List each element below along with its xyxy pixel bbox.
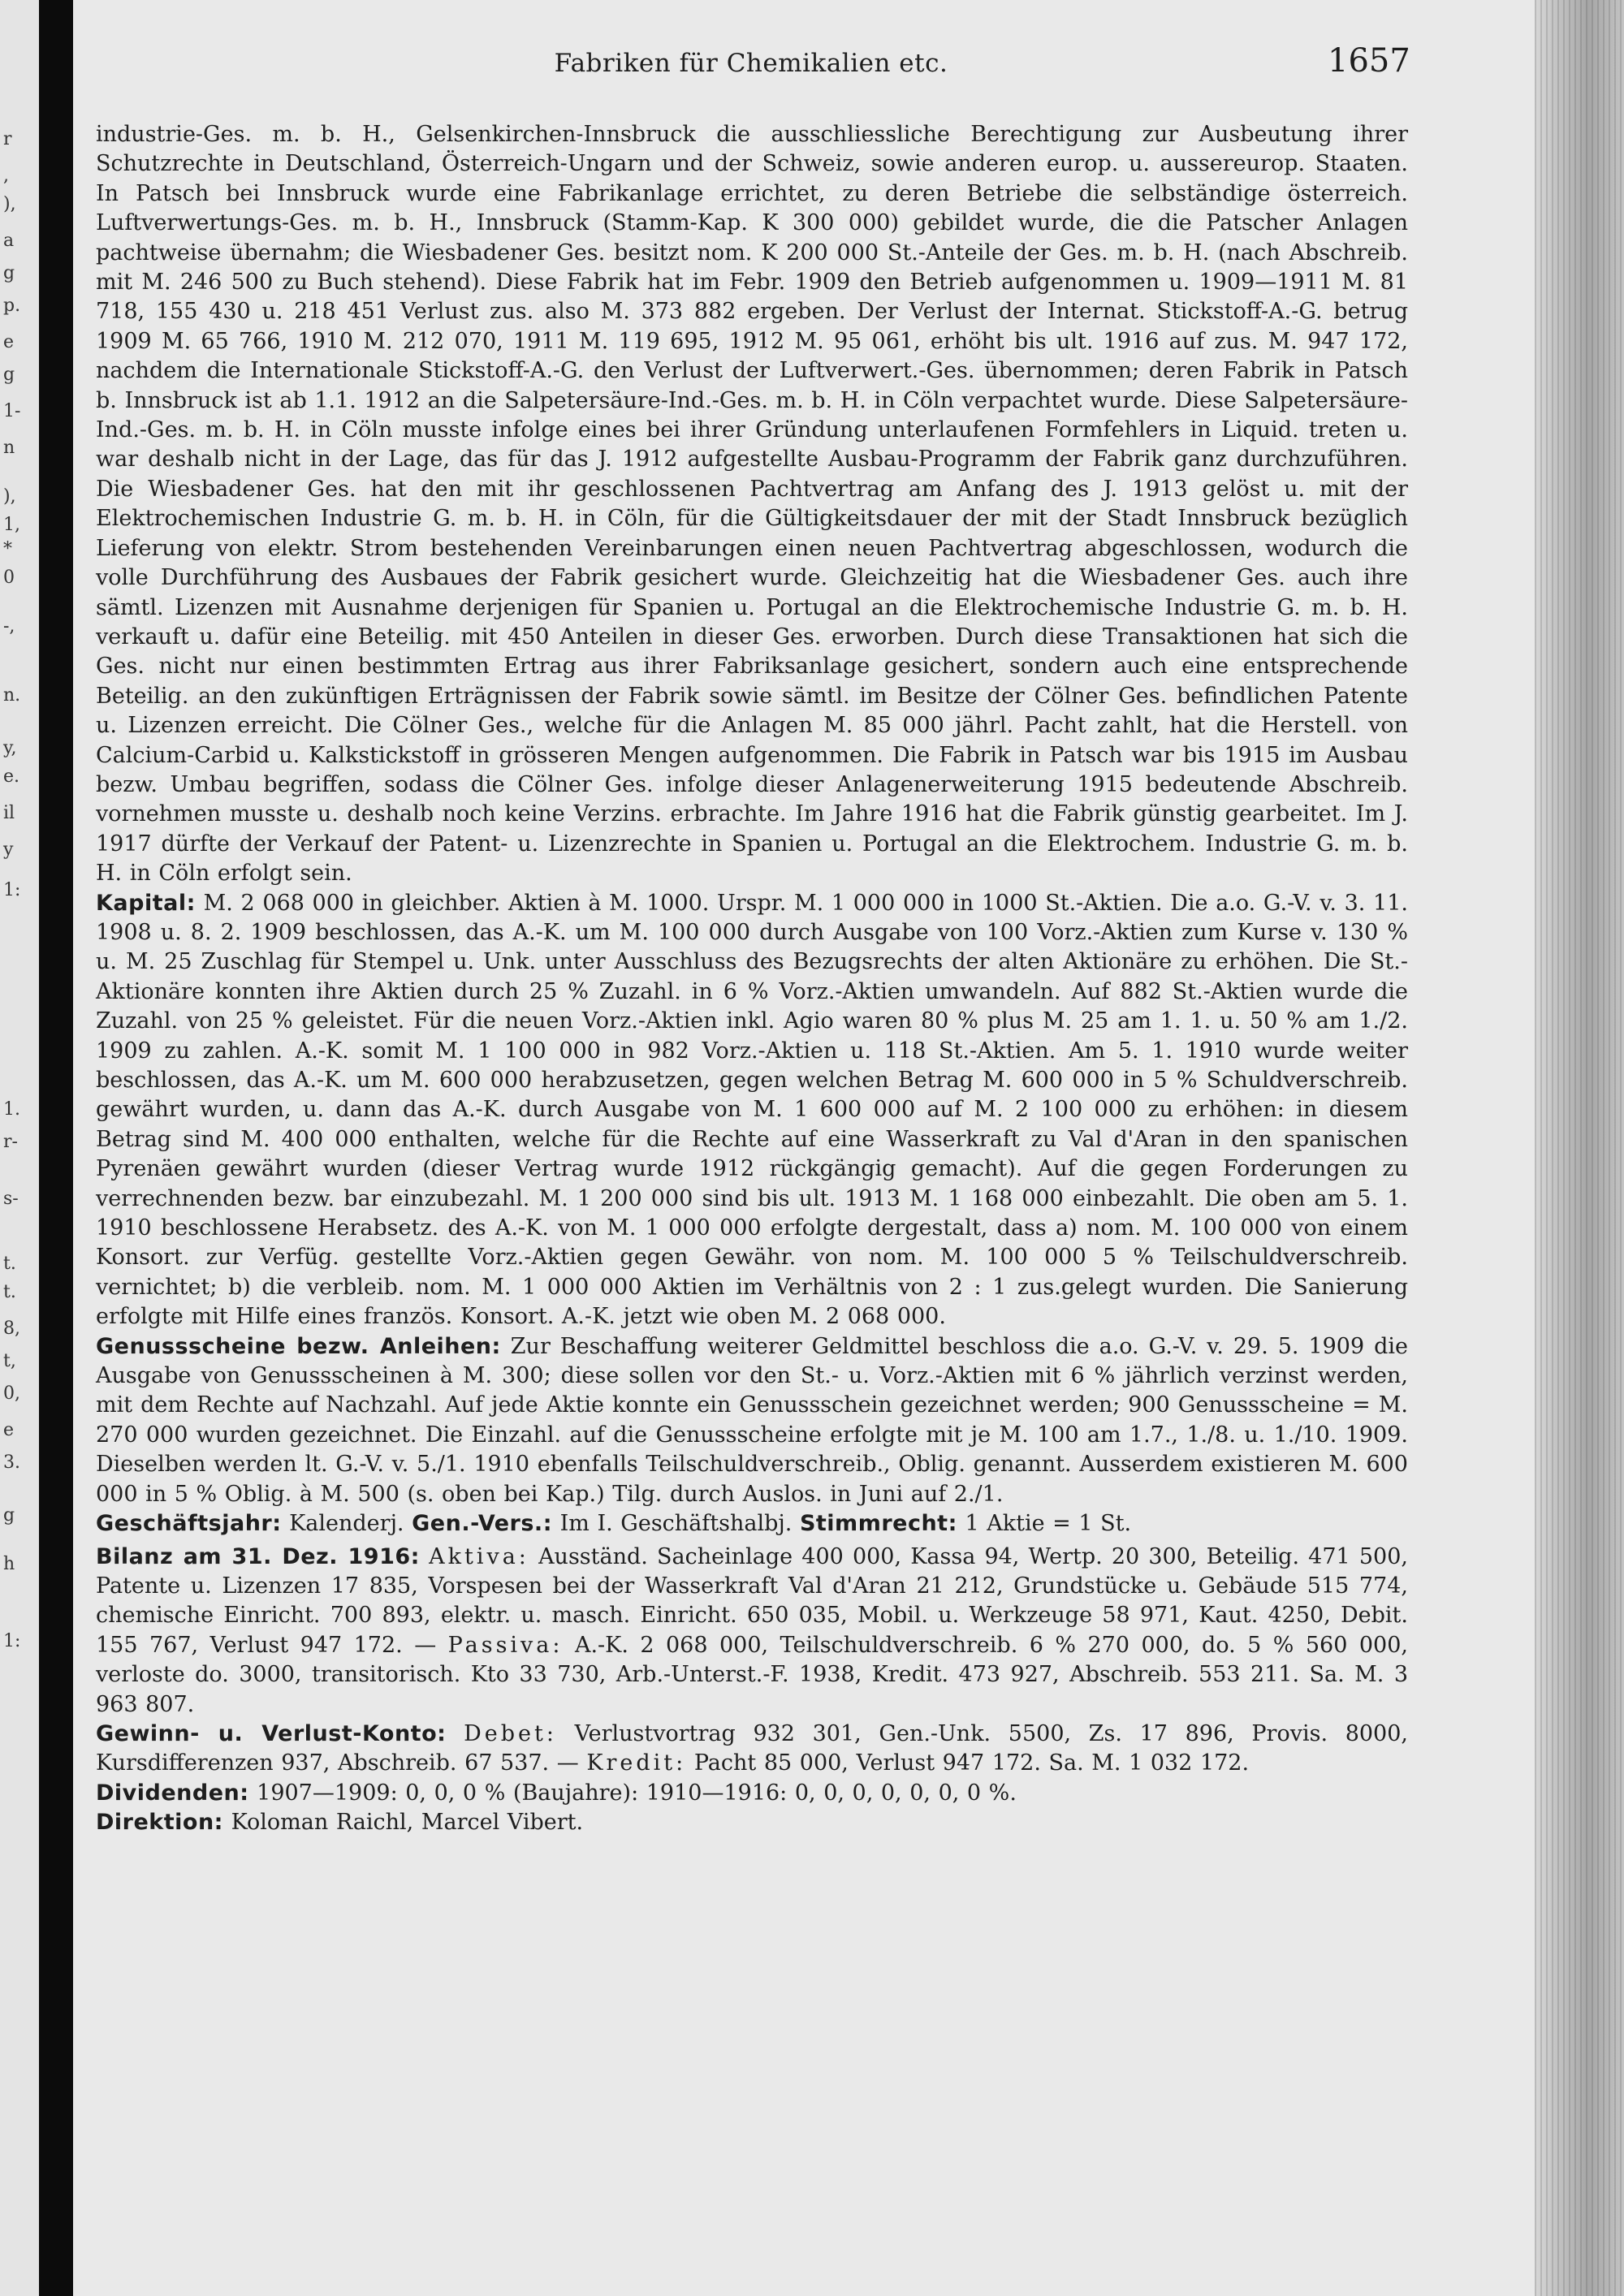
- margin-fragment: 8,: [3, 1318, 20, 1339]
- dividenden-label: Dividenden:: [96, 1780, 249, 1806]
- stimmrecht-label: Stimmrecht:: [799, 1511, 957, 1537]
- margin-fragment: ),: [3, 486, 16, 507]
- book-spine: [39, 0, 73, 2296]
- passiva-label: Passiva:: [447, 1632, 564, 1658]
- kredit-text: Pacht 85 000, Verlust 947 172. Sa. M. 1 032 172.: [693, 1750, 1250, 1776]
- genussscheine-paragraph: [96, 1332, 1408, 1509]
- margin-fragment: il: [3, 803, 15, 823]
- right-page-edges: [1535, 0, 1624, 2296]
- genussscheine-text: Zur Beschaffung weiterer Geldmittel beschloss die a.o. G.-V. v. 29. 5. 1909 die Ausgabe von Genussscheinen à M. 300; diese sollen vor den St.- u. Vorz.-Aktien mit 6 % jährlich verzinst werden, mit dem Rechte auf Nachzahl. Auf jede Aktie konnte ein Genussschein gezeichnet werden; 900 Genussscheine = M. 270 000 wurden gezeichnet. Die Einzahl. auf die Genussscheine erfolgte mit je M. 100 am 1.7., 1./8. u. 1./10. 1909. Dieselben werden lt. G.-V. v. 5./1. 1910 ebenfalls Teilschuldverschreib., Oblig. genannt. Ausserdem existieren M. 600 000 in 5 % Oblig. à M. 500 (s. oben bei Kap.) Tilg. durch Auslos. in Juni auf 2./1.: [96, 1333, 1409, 1507]
- margin-fragment: 0,: [3, 1383, 20, 1404]
- kapital-paragraph: [96, 889, 1408, 1332]
- aktiva-label: Aktiva:: [429, 1543, 529, 1569]
- margin-fragment: e.: [3, 766, 20, 787]
- meta-line: [96, 1509, 1408, 1539]
- margin-fragment: s-: [3, 1189, 19, 1209]
- margin-fragment: 3.: [3, 1452, 20, 1473]
- margin-fragment: n.: [3, 685, 21, 706]
- geschaeftsjahr-text: Kalenderj.: [289, 1511, 404, 1537]
- bilanz-label: Bilanz am 31. Dez. 1916:: [96, 1543, 420, 1569]
- margin-fragment: y: [3, 839, 14, 860]
- genvers-text: Im I. Geschäftshalbj.: [559, 1511, 793, 1537]
- margin-fragment: r-: [3, 1132, 18, 1152]
- margin-fragment: r: [3, 129, 12, 149]
- margin-fragment: g: [3, 1505, 15, 1526]
- margin-fragment: y,: [3, 738, 17, 758]
- margin-fragment: 1.: [3, 1099, 20, 1120]
- direktion-line: [96, 1808, 1408, 1837]
- margin-fragment: -,: [3, 616, 15, 637]
- margin-fragment: 0: [3, 568, 15, 588]
- dividenden-text: 1907—1909: 0, 0, 0 % (Baujahre): 1910—1916: 0, 0, 0, 0, 0, 0, 0 %.: [257, 1780, 1017, 1806]
- margin-fragment: e: [3, 1420, 15, 1440]
- margin-fragment: 1,: [3, 515, 20, 535]
- direktion-label: Direktion:: [96, 1810, 223, 1836]
- margin-fragment: h: [3, 1554, 15, 1574]
- dividenden-line: [96, 1779, 1408, 1808]
- debet-label: Debet:: [464, 1720, 557, 1746]
- running-title: Fabriken für Chemikalien etc.: [554, 49, 948, 78]
- guv-paragraph: [96, 1720, 1408, 1779]
- margin-fragment: n: [3, 438, 15, 458]
- margin-fragment: a: [3, 231, 15, 251]
- aktiva-text: Ausständ. Sacheinlage 400 000, Kassa 94, Wertp. 20 300, Beteilig. 471 500, Patente u. Lizenzen 17 835, Vorspesen bei der Wasserkraft Val d'Aran 21 212, Grundstücke u. Gebäude 515 774, chemische Einricht. 700 893, elektr. u. masch. Einricht. 650 035, Mobil. u. Werkzeuge 58 971, Kaut. 4250, Debit. 155 767, Verlust 947 172. —: [96, 1543, 1408, 1658]
- direktion-text: Koloman Raichl, Marcel Vibert.: [231, 1810, 584, 1836]
- kapital-label: Kapital:: [96, 890, 196, 916]
- intro-paragraph: industrie-Ges. m. b. H., Gelsenkirchen-Innsbruck die ausschliessliche Berechtigung zur Ausbeutung ihrer Schutzrechte in Deutschland, Österreich-Ungarn und der Schweiz, sowie anderen europ. u. aussereurop. Staaten. In Patsch bei Innsbruck wurde eine Fabrikanlage errichtet, zu deren Betriebe die selbständige österreich. Luftverwertungs-Ges. m. b. H., Innsbruck (Stamm-Kap. K 300 000) gebildet wurde, die die Patscher Anlagen pachtweise übernahm; die Wiesbadener Ges. besitzt nom. K 200 000 St.-Anteile der Ges. m. b. H. (nach Abschreib. mit M. 246 500 zu Buch stehend). Diese Fabrik hat im Febr. 1909 den Betrieb aufgenommen u. 1909—1911 M. 81 718, 155 430 u. 218 451 Verlust zus. also M. 373 882 ergeben. Der Verlust der Internat. Stickstoff-A.-G. betrug 1909 M. 65 766, 1910 M. 212 070, 1911 M. 119 695, 1912 M. 95 061, erhöht bis ult. 1916 auf zus. M. 947 172, nachdem die Internationale Stickstoff-A.-G. den Verlust der Luftverwert.-Ges. übernommen; deren Fabrik in Patsch b. Innsbruck ist ab 1.1. 1912 an die Salpetersäure-Ind.-Ges. m. b. H. in Cöln verpachtet wurde. Diese Salpetersäure-Ind.-Ges. m. b. H. in Cöln musste infolge eines bei ihrer Gründung unterlaufenen Formfehlers in Liquid. treten u. war deshalb nicht in der Lage, das für das J. 1912 aufgestellte Ausbau-Programm der Fabrik ganz durchzuführen. Die Wiesbadener Ges. hat den mit ihr geschlossenen Pachtvertrag am Anfang des J. 1913 gelöst u. mit der Elektrochemischen Industrie G. m. b. H. in Cöln, für die Gültigkeitsdauer der mit der Stadt Innsbruck bezüglich Lieferung von elektr. Strom bestehenden Vereinbarungen einen neuen Pachtvertrag abgeschlossen, wodurch die volle Durchführung des Ausbaues der Fabrik gesichert wurde. Gleichzeitig hat die Wiesbadener Ges. auch ihre sämtl. Lizenzen mit Ausnahme derjenigen für Spanien u. Portugal an die Elektrochemische Industrie G. m. b. H. verkauft u. dafür eine Beteilig. mit 450 Anteilen in dieser Ges. erworben. Durch diese Transaktionen hat sich die Ges. nicht nur einen bestimmten Ertrag aus ihrer Fabriksanlage gesichert, sondern auch eine entsprechende Beteilig. an den zukünftigen Erträgnissen der Fabrik sowie sämtl. im Besitze der Cölner Ges. befindlichen Patente u. Lizenzen erreicht. Die Cölner Ges., welche für die Anlagen M. 85 000 jährl. Pacht zahlt, hat die Herstell. von Calcium-Carbid u. Kalkstickstoff in grösseren Mengen aufgenommen. Die Fabrik in Patsch war bis 1915 im Ausbau bezw. Umbau begriffen, sodass die Cölner Ges. infolge dieser Anlagenerweiterung 1915 bedeutende Abschreib. vornehmen musste u. deshalb noch keine Verzins. erbrachte. Im Jahre 1916 hat die Fabrik günstig gearbeitet. Im J. 1917 dürfte der Verkauf der Patent- u. Lizenzrechte in Spanien u. Portugal an die Elektrochem. Industrie G. m. b. H. in Cöln erfolgt sein.: [96, 122, 1408, 887]
- genvers-label: Gen.-Vers.:: [412, 1511, 552, 1537]
- kapital-text: M. 2 068 000 in gleichber. Aktien à M. 1000. Urspr. M. 1 000 000 in 1000 St.-Aktien. Die a.o. G.-V. v. 3. 11. 1908 u. 8. 2. 1909 beschlossen, das A.-K. um M. 100 000 durch Ausgabe von 100 Vorz.-Aktien zum Kurse v. 130 % u. M. 25 Zuschlag für Stempel u. Unk. unter Ausschluss des Bezugsrechts der alten Aktionäre zu erhöhen. Die St.-Aktionäre konnten ihre Aktien durch 25 % Zuzahl. in 6 % Vorz.-Aktien umwandeln. Auf 882 St.-Aktien wurde die Zuzahl. von 25 % geleistet. Für die neuen Vorz.-Aktien inkl. Agio waren 80 % plus M. 25 am 1. 1. u. 50 % am 1./2. 1909 zu zahlen. A.-K. somit M. 1 100 000 in 982 Vorz.-Aktien u. 118 St.-Aktien. Am 5. 1. 1910 wurde weiter beschlossen, das A.-K. um M. 600 000 herabzusetzen, gegen welchen Betrag M. 600 000 in 5 % Schuldverschreib. gewährt wurden, u. dann das A.-K. durch Ausgabe von M. 1 600 000 auf M. 2 100 000 zu erhöhen: in diesem Betrag sind M. 400 000 enthalten, welche für die Rechte auf eine Wasserkraft zu Val d'Aran in den spanischen Pyrenäen gewährt wurden (dieser Vertrag wurde 1912 rückgängig gemacht). Auf die gegen Forderungen zu verrechnenden bezw. bar einzubezahl. M. 1 200 000 sind bis ult. 1913 M. 1 168 000 einbezahlt. Die oben am 5. 1. 1910 beschlossene Herabsetz. des A.-K. von M. 1 000 000 erfolgte dergestalt, dass a) nom. M. 100 000 von einem Konsort. zur Verfüg. gestellte Vorz.-Aktien gegen Gewähr. von nom. M. 100 000 5 % Teilschuldverschreib. vernichtet; b) die verbleib. nom. M. 1 000 000 Aktien im Verhältnis von 2 : 1 zus.gelegt wurden. Die Sanierung erfolgte mit Hilfe eines französ. Konsort. A.-K. jetzt wie oben M. 2 068 000.: [96, 890, 1408, 1330]
- margin-fragment: g: [3, 263, 15, 283]
- margin-fragment: t.: [3, 1282, 16, 1302]
- margin-fragment: ),: [3, 194, 16, 214]
- margin-fragment: ,: [3, 166, 9, 186]
- margin-fragment: *: [3, 539, 12, 559]
- page-number: 1657: [1328, 42, 1410, 80]
- margin-fragment: t,: [3, 1351, 16, 1371]
- kredit-label: Kredit:: [586, 1750, 687, 1776]
- genussscheine-label: Genussscheine bezw. Anleihen:: [96, 1333, 501, 1359]
- margin-fragment: p.: [3, 296, 21, 316]
- margin-fragment: 1:: [3, 880, 21, 900]
- margin-fragment: t.: [3, 1254, 16, 1274]
- guv-label: Gewinn- u. Verlust-Konto:: [96, 1720, 447, 1746]
- stimmrecht-text: 1 Aktie = 1 St.: [965, 1511, 1132, 1537]
- geschaeftsjahr-label: Geschäftsjahr:: [96, 1511, 282, 1537]
- debet-text: Verlustvortrag 932 301, Gen.-Unk. 5500, Zs. 17 896, Provis. 8000, Kursdifferenzen 937, Abschreib. 67 537. —: [96, 1720, 1408, 1776]
- page-text: [96, 120, 1408, 1838]
- margin-fragment: g: [3, 365, 15, 385]
- passiva-text: A.-K. 2 068 000, Teilschuldverschreib. 6 % 270 000, do. 5 % 560 000, verloste do. 3000, transitorisch. Kto 33 730, Arb.-Unterst.-F. 1938, Kredit. 473 927, Abschreib. 553 211. Sa. M. 3 963 807.: [96, 1632, 1408, 1717]
- bilanz-paragraph: [96, 1543, 1408, 1720]
- left-margin-fragments: [0, 0, 39, 2296]
- margin-fragment: e: [3, 332, 15, 352]
- margin-fragment: 1-: [3, 401, 21, 421]
- margin-fragment: 1:: [3, 1631, 21, 1651]
